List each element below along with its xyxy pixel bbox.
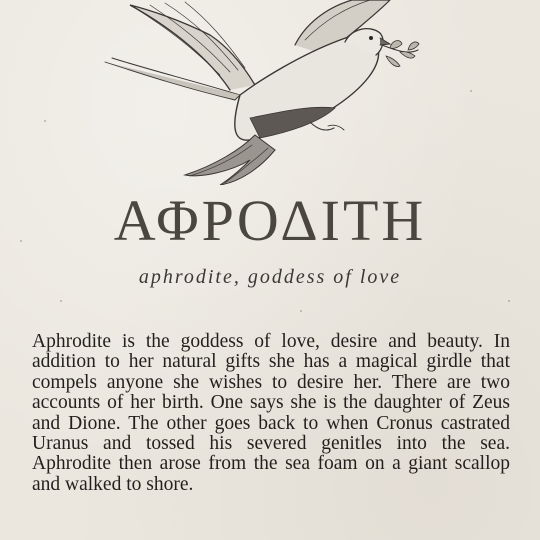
description-paragraph: Aphrodite is the goddess of love, desire and beauty. In addition to her natural gifts she has a magical girdle that compels anyone she wishes to desire her. There are two accounts of her birth. One says she is the daughter of Zeus and Dione. The other goes back to when Cronus castrated Uranus and tossed his severed genitles into the sea. Aphrodite then arose from the sea foam on a giant scallop and walked to shore. (32, 331, 510, 495)
greek-title: ΑΦΡΟΔΙΤΗ (113, 188, 427, 253)
subtitle: aphrodite, goddess of love (138, 266, 402, 288)
dove-with-olive-branch-icon (90, 0, 420, 185)
